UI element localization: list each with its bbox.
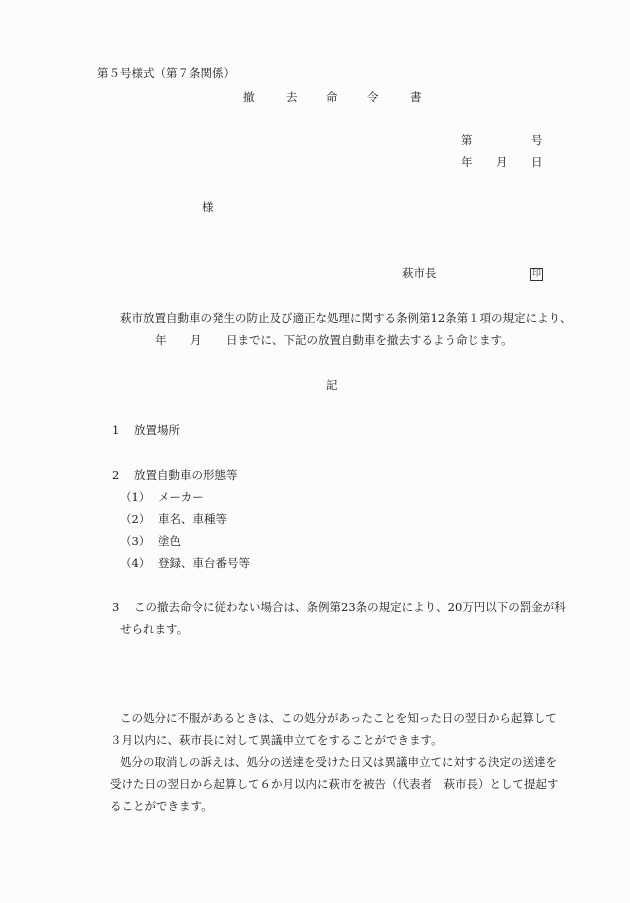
subitem-number: （1） [120,490,151,504]
subitem-label: 塗色 [158,534,181,548]
seal-icon: 印 [531,269,541,279]
ki-heading: 記 [326,378,338,392]
item-number: 1 [112,423,120,437]
subitem-number: （3） [120,534,151,548]
notice-p2-line-1: 処分の取消しの訴えは、処分の送達を受けた日又は異議申立てに対する決定の送達を [120,755,557,769]
item-label: 放置場所 [134,423,180,437]
title-char: 令 [367,90,379,104]
item-2 [112,470,238,482]
notice-p2-line-2: 受けた日の翌日から起算して６か月以内に萩市を被告（代表者 萩市長）として提起す [110,777,559,791]
subitem [120,558,250,570]
doc-number-suffix: 号 [531,133,543,147]
subitem-label: 車名、車種等 [158,512,227,526]
subitem [120,536,181,548]
body-line-2-rest: 日までに、下記の放置自動車を撤去するよう命じます。 [226,333,513,347]
subitem [120,492,204,504]
item-number: 2 [112,468,120,482]
document-title [0,92,630,106]
subitem [120,514,227,526]
title-char: 去 [286,90,298,104]
body-line-2-month: 月 [190,333,202,347]
title-char: 命 [326,90,338,104]
date-month: 月 [496,155,508,169]
notice-p2-line-3: ることができます。 [110,799,213,813]
subitem-number: （2） [120,512,151,526]
addressee-honorific: 様 [202,200,214,214]
body-line-1: 萩市放置自動車の発生の防止及び適正な処理に関する条例第12条第１項の規定により、 [120,311,572,325]
item-3 [112,602,566,614]
item-label: 放置自動車の形態等 [134,468,238,482]
subitem-label: 登録、車台番号等 [158,556,250,570]
form-label: 第５号様式（第７条関係） [97,66,235,80]
item-text-line-1: この撤去命令に従わない場合は、条例第23条の規定により、20万円以下の罰金が科 [134,600,566,614]
title-char: 撤 [243,90,255,104]
body-line-2-year: 年 [155,333,167,347]
date-year: 年 [461,155,473,169]
date-day: 日 [531,155,543,169]
doc-number-prefix: 第 [461,133,473,147]
seal-mark [530,267,543,281]
notice-p1-line-2: ３月以内に、萩市長に対して異議申立てをすることができます。 [110,733,443,747]
subitem-number: （4） [120,556,151,570]
issuer-name: 萩市長 [402,266,437,280]
title-char: 書 [410,90,422,104]
notice-p1-line-1: この処分に不服があるときは、この処分があったことを知った日の翌日から起算して [120,711,557,725]
item-number: 3 [112,600,120,614]
item-1 [112,425,180,437]
item-3-line-2: せられます。 [120,622,189,636]
subitem-label: メーカー [158,490,204,504]
